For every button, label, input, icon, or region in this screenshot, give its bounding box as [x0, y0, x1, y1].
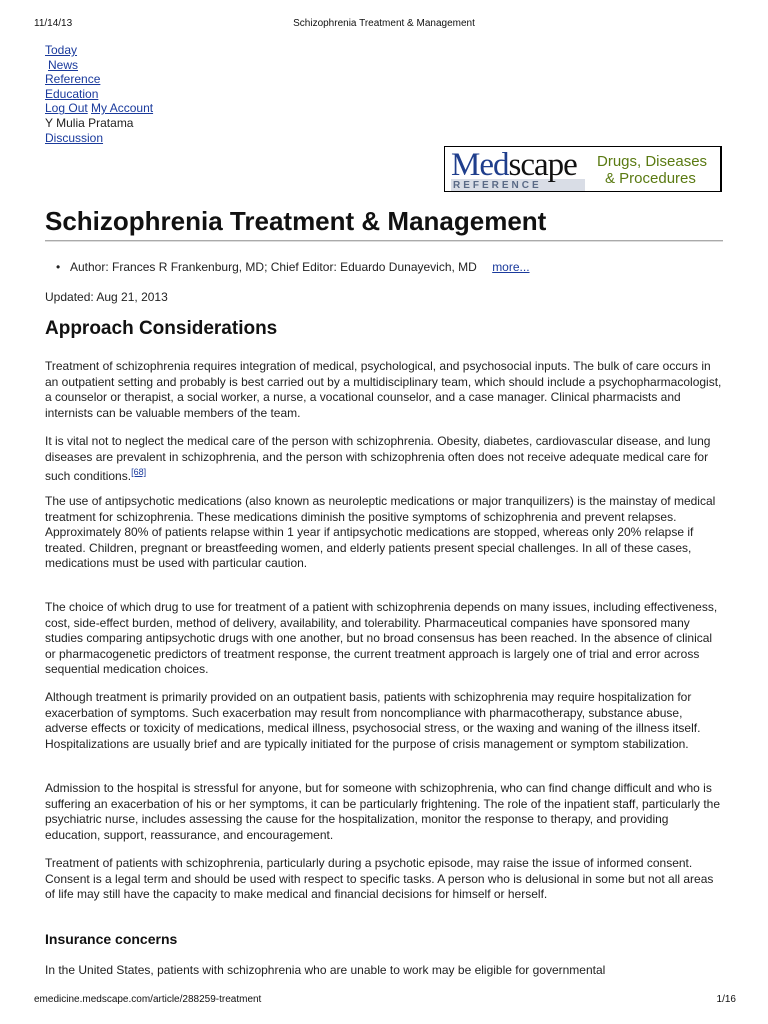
medscape-reference-logo[interactable]: [444, 146, 722, 192]
author-line: [56, 260, 530, 274]
author-text: Author: Frances R Frankenburg, MD; Chief Editor: Eduardo Dunayevich, MD: [70, 260, 477, 274]
paragraph-4: The choice of which drug to use for treatment of a patient with schizophrenia depends on many issues, including effectiveness, cost, side-effect burden, method of delivery, availability, and tolerability. Pharmaceutical companies have sponsored many studies comparing antipsychotic drugs with one another, but no broad consensus has been reached. In the absence of clinical or pharmacogenetic predictors of treatment response, the current treatment approach is largely one of trial and error across sequential medication choices.: [45, 600, 718, 677]
paragraph-5: Although treatment is primarily provided on an outpatient basis, patients with schizophrenia may require hospitalization for exacerbation of symptoms. Such exacerbation may result from noncompliance with pharmacotherapy, substance abuse, adverse effects or toxicity of medications, medical illness, psychosocial stress, or the waxing and waning of the illness itself. Hospitalizations are usually brief and are typically initiated for the purpose of crisis management or symptom stabilization.: [45, 690, 701, 751]
my-account-link[interactable]: My Account: [91, 101, 154, 116]
top-nav: [45, 43, 153, 145]
paragraph-7: Treatment of patients with schizophrenia, particularly during a psychotic episode, may raise the issue of informed consent. Consent is a legal term and should be used with respect to specific tasks. A person who is delusional in some but not all areas of life may still have the capacity to make medical and financial decisions for himself or herself.: [45, 856, 714, 902]
section-heading: Approach Considerations: [45, 318, 278, 339]
paragraph-6: Admission to the hospital is stressful for anyone, but for someone with schizophrenia, who can find change difficult and who is suffering an exacerbation of his or her symptoms, it can be particularly frightening. The role of the inpatient staff, particularly the psychiatric nurse, includes assessing the cause for the hospitalization, monitor the response to therapy, and providing education, support, reassurance, and encouragement.: [45, 781, 721, 842]
more-link[interactable]: more...: [492, 260, 530, 274]
print-header-title: Schizophrenia Treatment & Management: [293, 18, 475, 29]
paragraph-8: In the United States, patients with schizophrenia who are unable to work may be eligible for governmental: [45, 963, 606, 977]
logo-reference-text: REFERENCE: [453, 180, 542, 191]
user-name: Y Mulia Pratama: [45, 115, 134, 130]
citation-link[interactable]: [68]: [131, 467, 147, 478]
bullet-icon: •: [56, 260, 61, 274]
updated-date: Updated: Aug 21, 2013: [45, 290, 168, 304]
nav-today-link[interactable]: Today: [45, 43, 78, 57]
logout-link[interactable]: Log Out: [45, 101, 88, 116]
print-footer-url: emedicine.medscape.com/article/288259-treatment: [34, 994, 262, 1005]
logo-wordmark: Medscape: [451, 147, 577, 183]
page-number: 1/16: [716, 994, 736, 1005]
account-row: [45, 101, 153, 116]
paragraph-2: It is vital not to neglect the medical care of the person with schizophrenia. Obesity, diabetes, cardiovascular disease, and lung diseases are prevalent in schizophrenia, and the person with schizophrenia often does not receive adequate medical care for such conditions.[68]: [45, 434, 711, 484]
subsection-heading: Insurance concerns: [45, 931, 178, 947]
nav-reference-link[interactable]: Reference: [45, 72, 101, 87]
nav-news-link[interactable]: News: [48, 57, 79, 72]
title-divider: [45, 240, 723, 242]
page-title: Schizophrenia Treatment & Management: [45, 206, 547, 236]
nav-education-link[interactable]: Education: [45, 86, 99, 101]
paragraph-1: Treatment of schizophrenia requires integration of medical, psychological, and psychosocial inputs. The bulk of care occurs in an outpatient setting and probably is best carried out by a multidisciplinary team, which should include a psychopharmacologist, a counselor or therapist, a social worker, a nurse, a vocational counselor, and a case manager. Clinical pharmacists and internists can be valuable members of the team.: [45, 359, 722, 420]
nav-discussion-link[interactable]: Discussion: [45, 130, 104, 145]
print-date: 11/14/13: [34, 18, 73, 29]
logo-tagline: Drugs, Diseases & Procedures: [597, 153, 708, 187]
paragraph-3: The use of antipsychotic medications (also known as neuroleptic medications or major tranquilizers) is the mainstay of medical treatment for schizophrenia. These medications diminish the positive symptoms of schizophrenia and prevent relapses. Approximately 80% of patients relapse within 1 year if antipsychotic medications are stopped, whereas only 20% relapse if treated. Children, pregnant or breastfeeding women, and elderly patients present special challenges. In all of these cases, medications must be used with particular caution.: [45, 494, 716, 571]
